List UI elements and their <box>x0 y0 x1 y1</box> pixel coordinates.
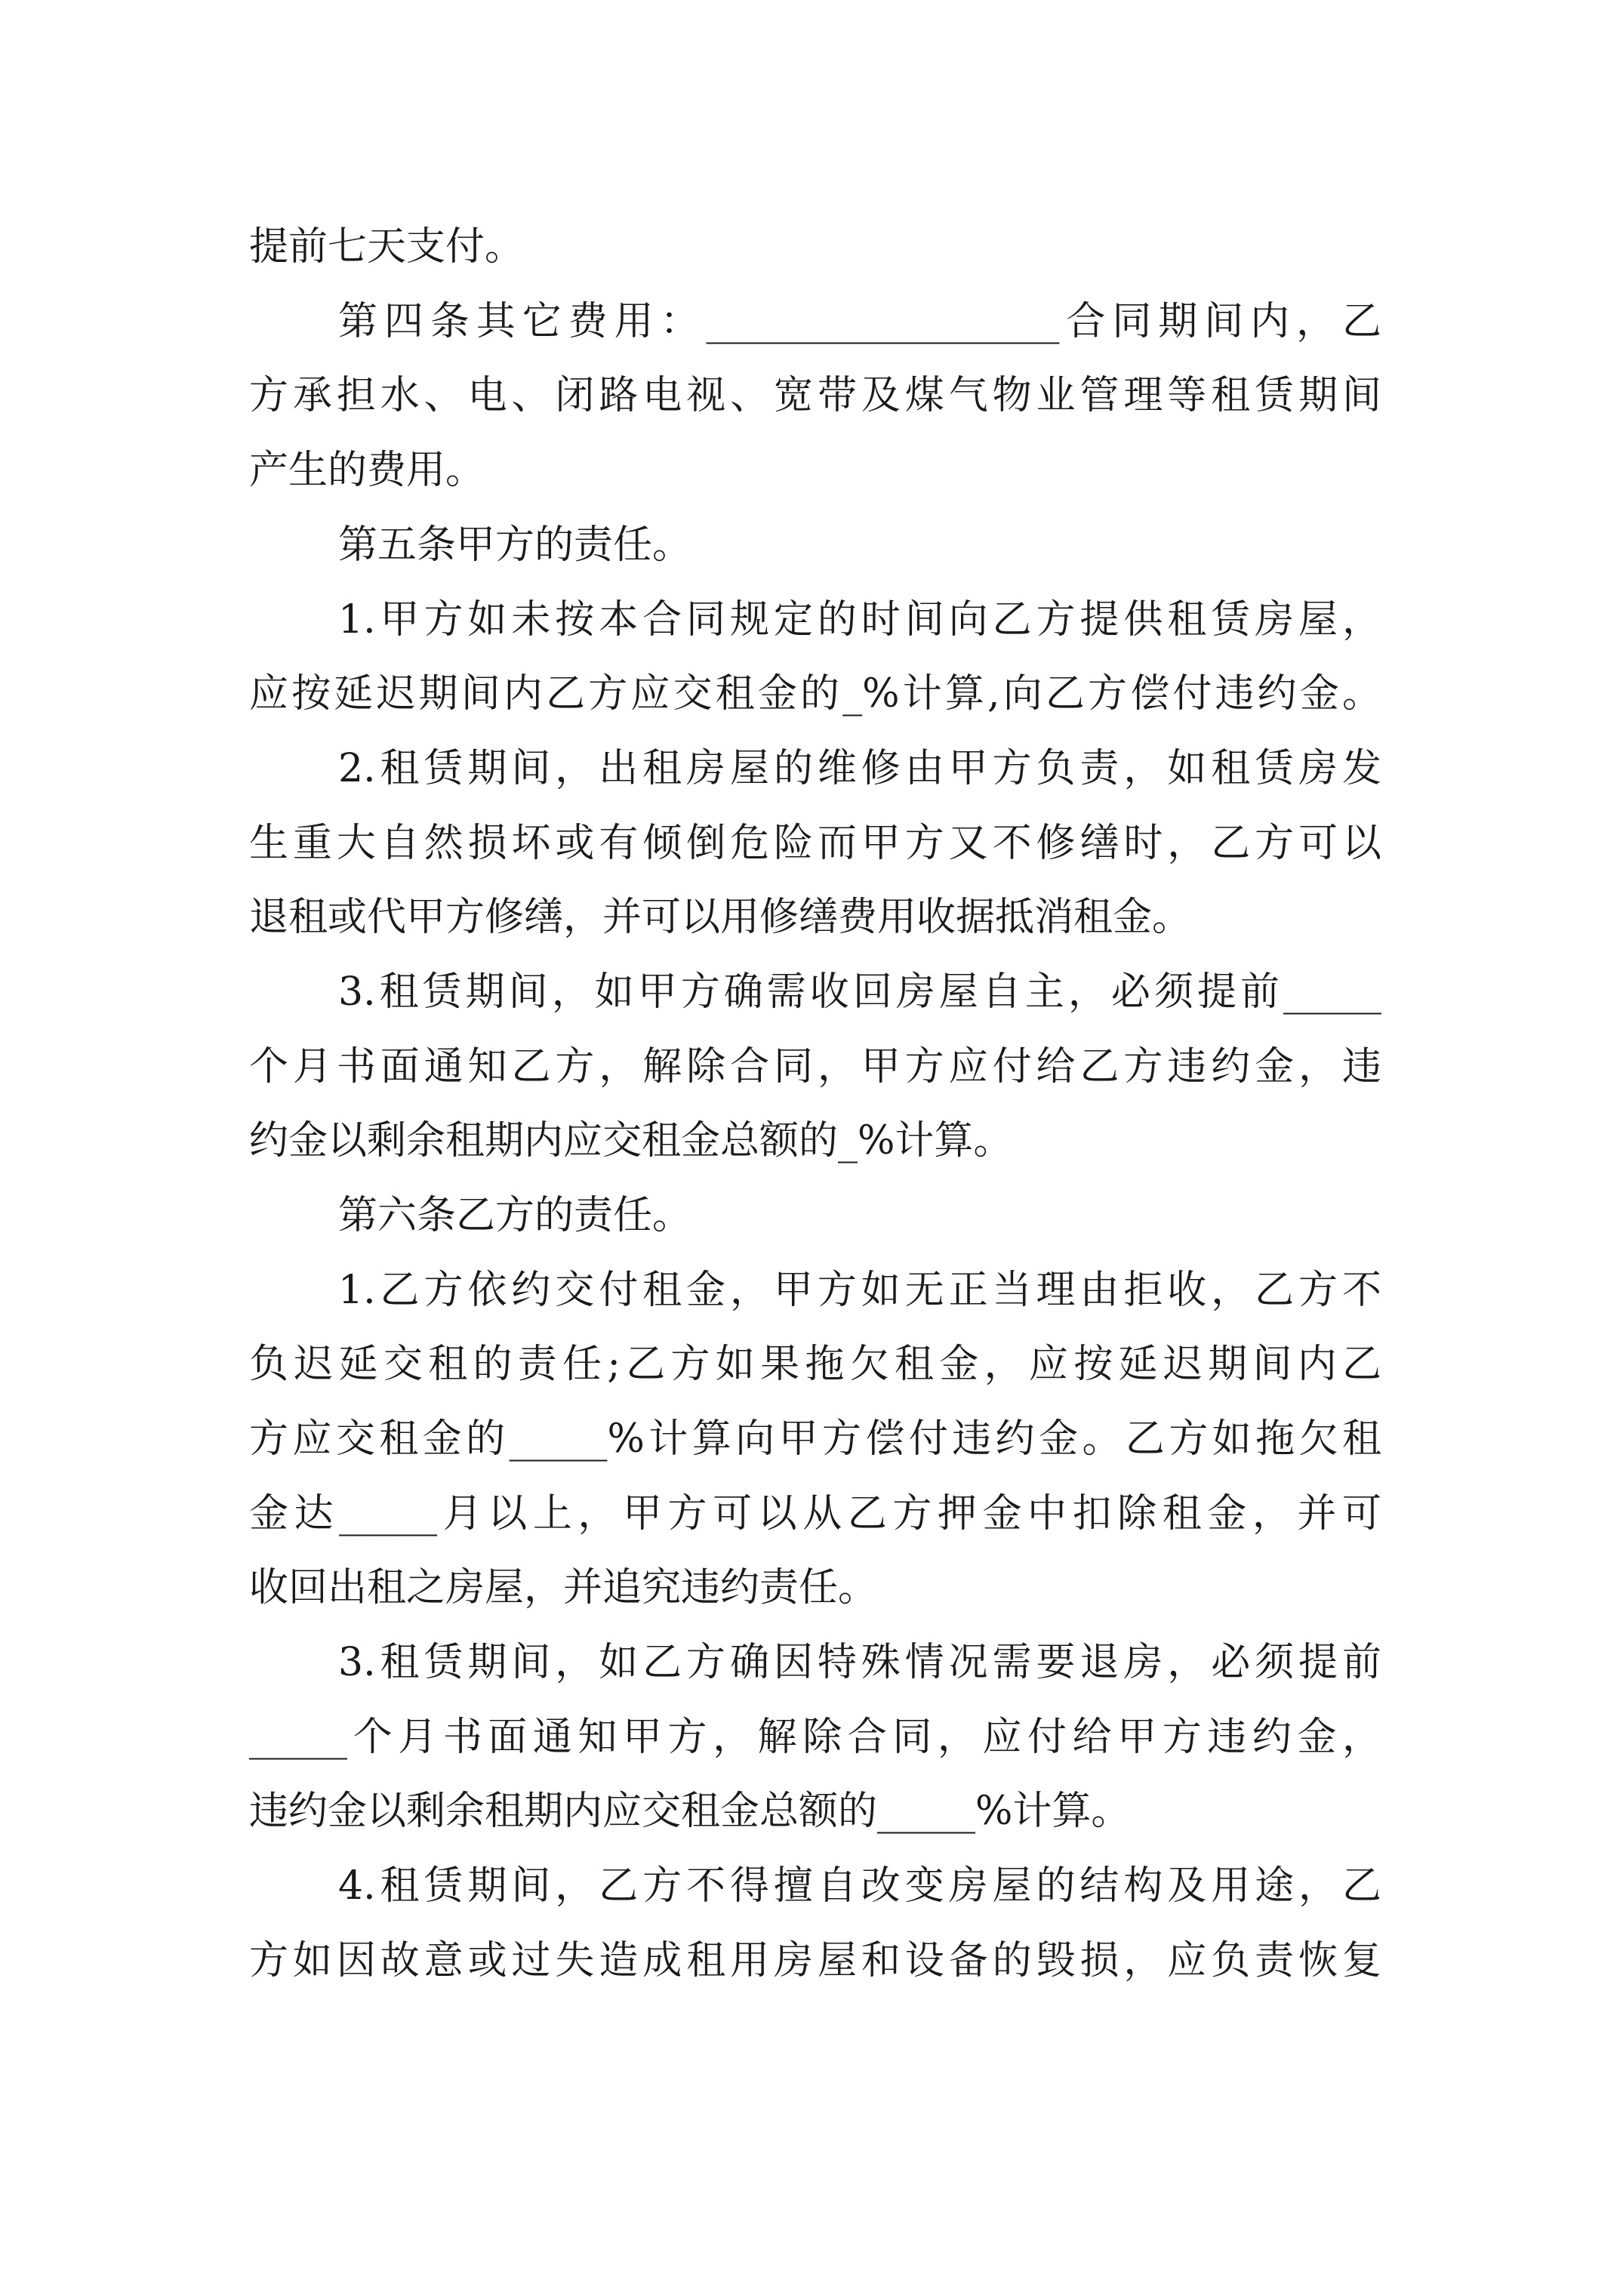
section-heading: 第六条乙方的责任。 <box>338 1193 692 1238</box>
text-line: _____个月书面通知甲方，解除合同，应付给甲方违约金， <box>249 1715 1381 1760</box>
text-line: 4.租赁期间，乙方不得擅自改变房屋的结构及用途，乙 <box>338 1863 1381 1909</box>
text-line: 1.乙方依约交付租金，甲方如无正当理由拒收，乙方不 <box>338 1268 1381 1313</box>
text-line: 方应交租金的_____%计算向甲方偿付违约金。乙方如拖欠租 <box>249 1416 1381 1462</box>
text-line: 违约金以剩余租期内应交租金总额的_____%计算。 <box>249 1789 1131 1834</box>
text-line: 3.租赁期间，如乙方确因特殊情况需要退房，必须提前 <box>338 1640 1381 1685</box>
text-line: 第四条其它费用：__________________合同期间内，乙 <box>338 299 1381 344</box>
text-line: 退租或代甲方修缮，并可以用修缮费用收据抵消租金。 <box>249 895 1192 940</box>
text-line: 方承担水、电、闭路电视、宽带及煤气物业管理等租赁期间 <box>249 373 1381 418</box>
text-line: 个月书面通知乙方，解除合同，甲方应付给乙方违约金，违 <box>249 1044 1381 1089</box>
section-heading: 第五条甲方的责任。 <box>338 522 692 568</box>
text-line: 约金以剩余租期内应交租金总额的_%计算。 <box>249 1118 1013 1163</box>
text-line: 方如因故意或过失造成租用房屋和设备的毁损，应负责恢复 <box>249 1938 1381 1983</box>
text-line: 生重大自然损坏或有倾倒危险而甲方又不修缮时，乙方可以 <box>249 821 1381 866</box>
text-line: 3.租赁期间，如甲方确需收回房屋自主，必须提前_____ <box>338 969 1381 1015</box>
text-line: 负迟延交租的责任;乙方如果拖欠租金，应按延迟期间内乙 <box>249 1342 1381 1387</box>
text-line: 产生的费用。 <box>249 448 485 493</box>
text-line: 收回出租之房屋，并追究违约责任。 <box>249 1565 878 1610</box>
text-line: 金达_____月以上，甲方可以从乙方押金中扣除租金，并可 <box>249 1491 1381 1536</box>
text-line: 2.租赁期间，出租房屋的维修由甲方负责，如租赁房发 <box>338 746 1381 791</box>
text-line: 提前七天支付。 <box>249 224 525 270</box>
document-page <box>249 0 1381 2296</box>
text-line: 应按延迟期间内乙方应交租金的_%计算,向乙方偿付违约金。 <box>249 671 1381 717</box>
text-line: 1.甲方如未按本合同规定的时间向乙方提供租赁房屋， <box>338 597 1381 643</box>
